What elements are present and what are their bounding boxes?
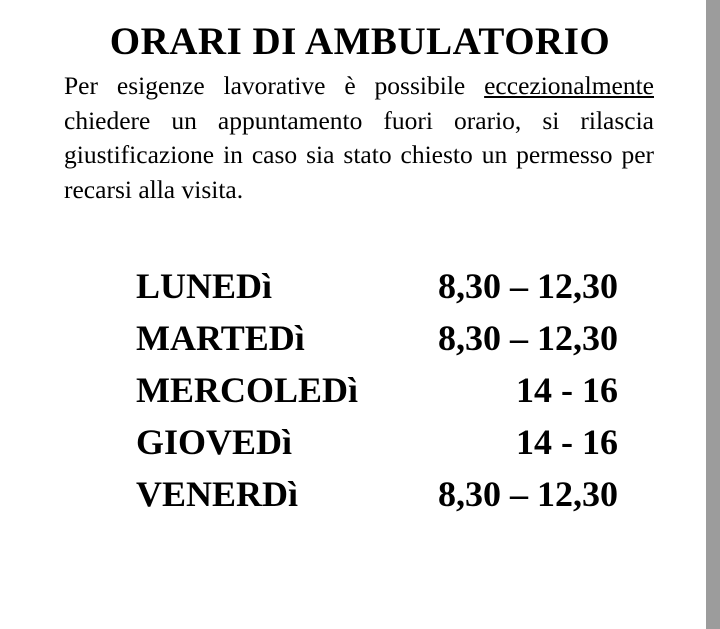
schedule-row bbox=[136, 364, 618, 416]
schedule-hours: 8,30 – 12,30 bbox=[438, 317, 618, 358]
schedule-row bbox=[136, 312, 618, 364]
schedule-row bbox=[136, 260, 618, 312]
schedule-day: GIOVEDì bbox=[136, 422, 293, 463]
schedule-list bbox=[64, 260, 666, 521]
schedule-hours: 14 - 16 bbox=[516, 422, 618, 463]
schedule-row bbox=[136, 468, 618, 520]
schedule-hours: 8,30 – 12,30 bbox=[438, 474, 618, 515]
schedule-hours: 14 - 16 bbox=[516, 370, 618, 410]
schedule-day: MERCOLEDì bbox=[136, 370, 359, 410]
intro-text-part1: Per esigenze lavorative è possibile bbox=[64, 70, 485, 100]
schedule-day: MARTEDì bbox=[136, 317, 305, 358]
schedule-day: VENERDì bbox=[136, 474, 299, 515]
page-right-edge-shadow bbox=[706, 0, 720, 629]
intro-text-part2: chiedere un appuntamento fuori orario, si rilascia giustificazione in caso sia stato chiesto un permesso per recarsi alla visita. bbox=[64, 105, 654, 204]
page-title: ORARI DI AMBULATORIO bbox=[109, 20, 611, 63]
intro-paragraph bbox=[64, 69, 666, 208]
schedule-day: LUNEDì bbox=[136, 265, 273, 306]
schedule-hours: 8,30 – 12,30 bbox=[438, 265, 618, 306]
schedule-row bbox=[136, 416, 618, 468]
intro-text-underlined: eccezionalmente bbox=[484, 70, 654, 100]
